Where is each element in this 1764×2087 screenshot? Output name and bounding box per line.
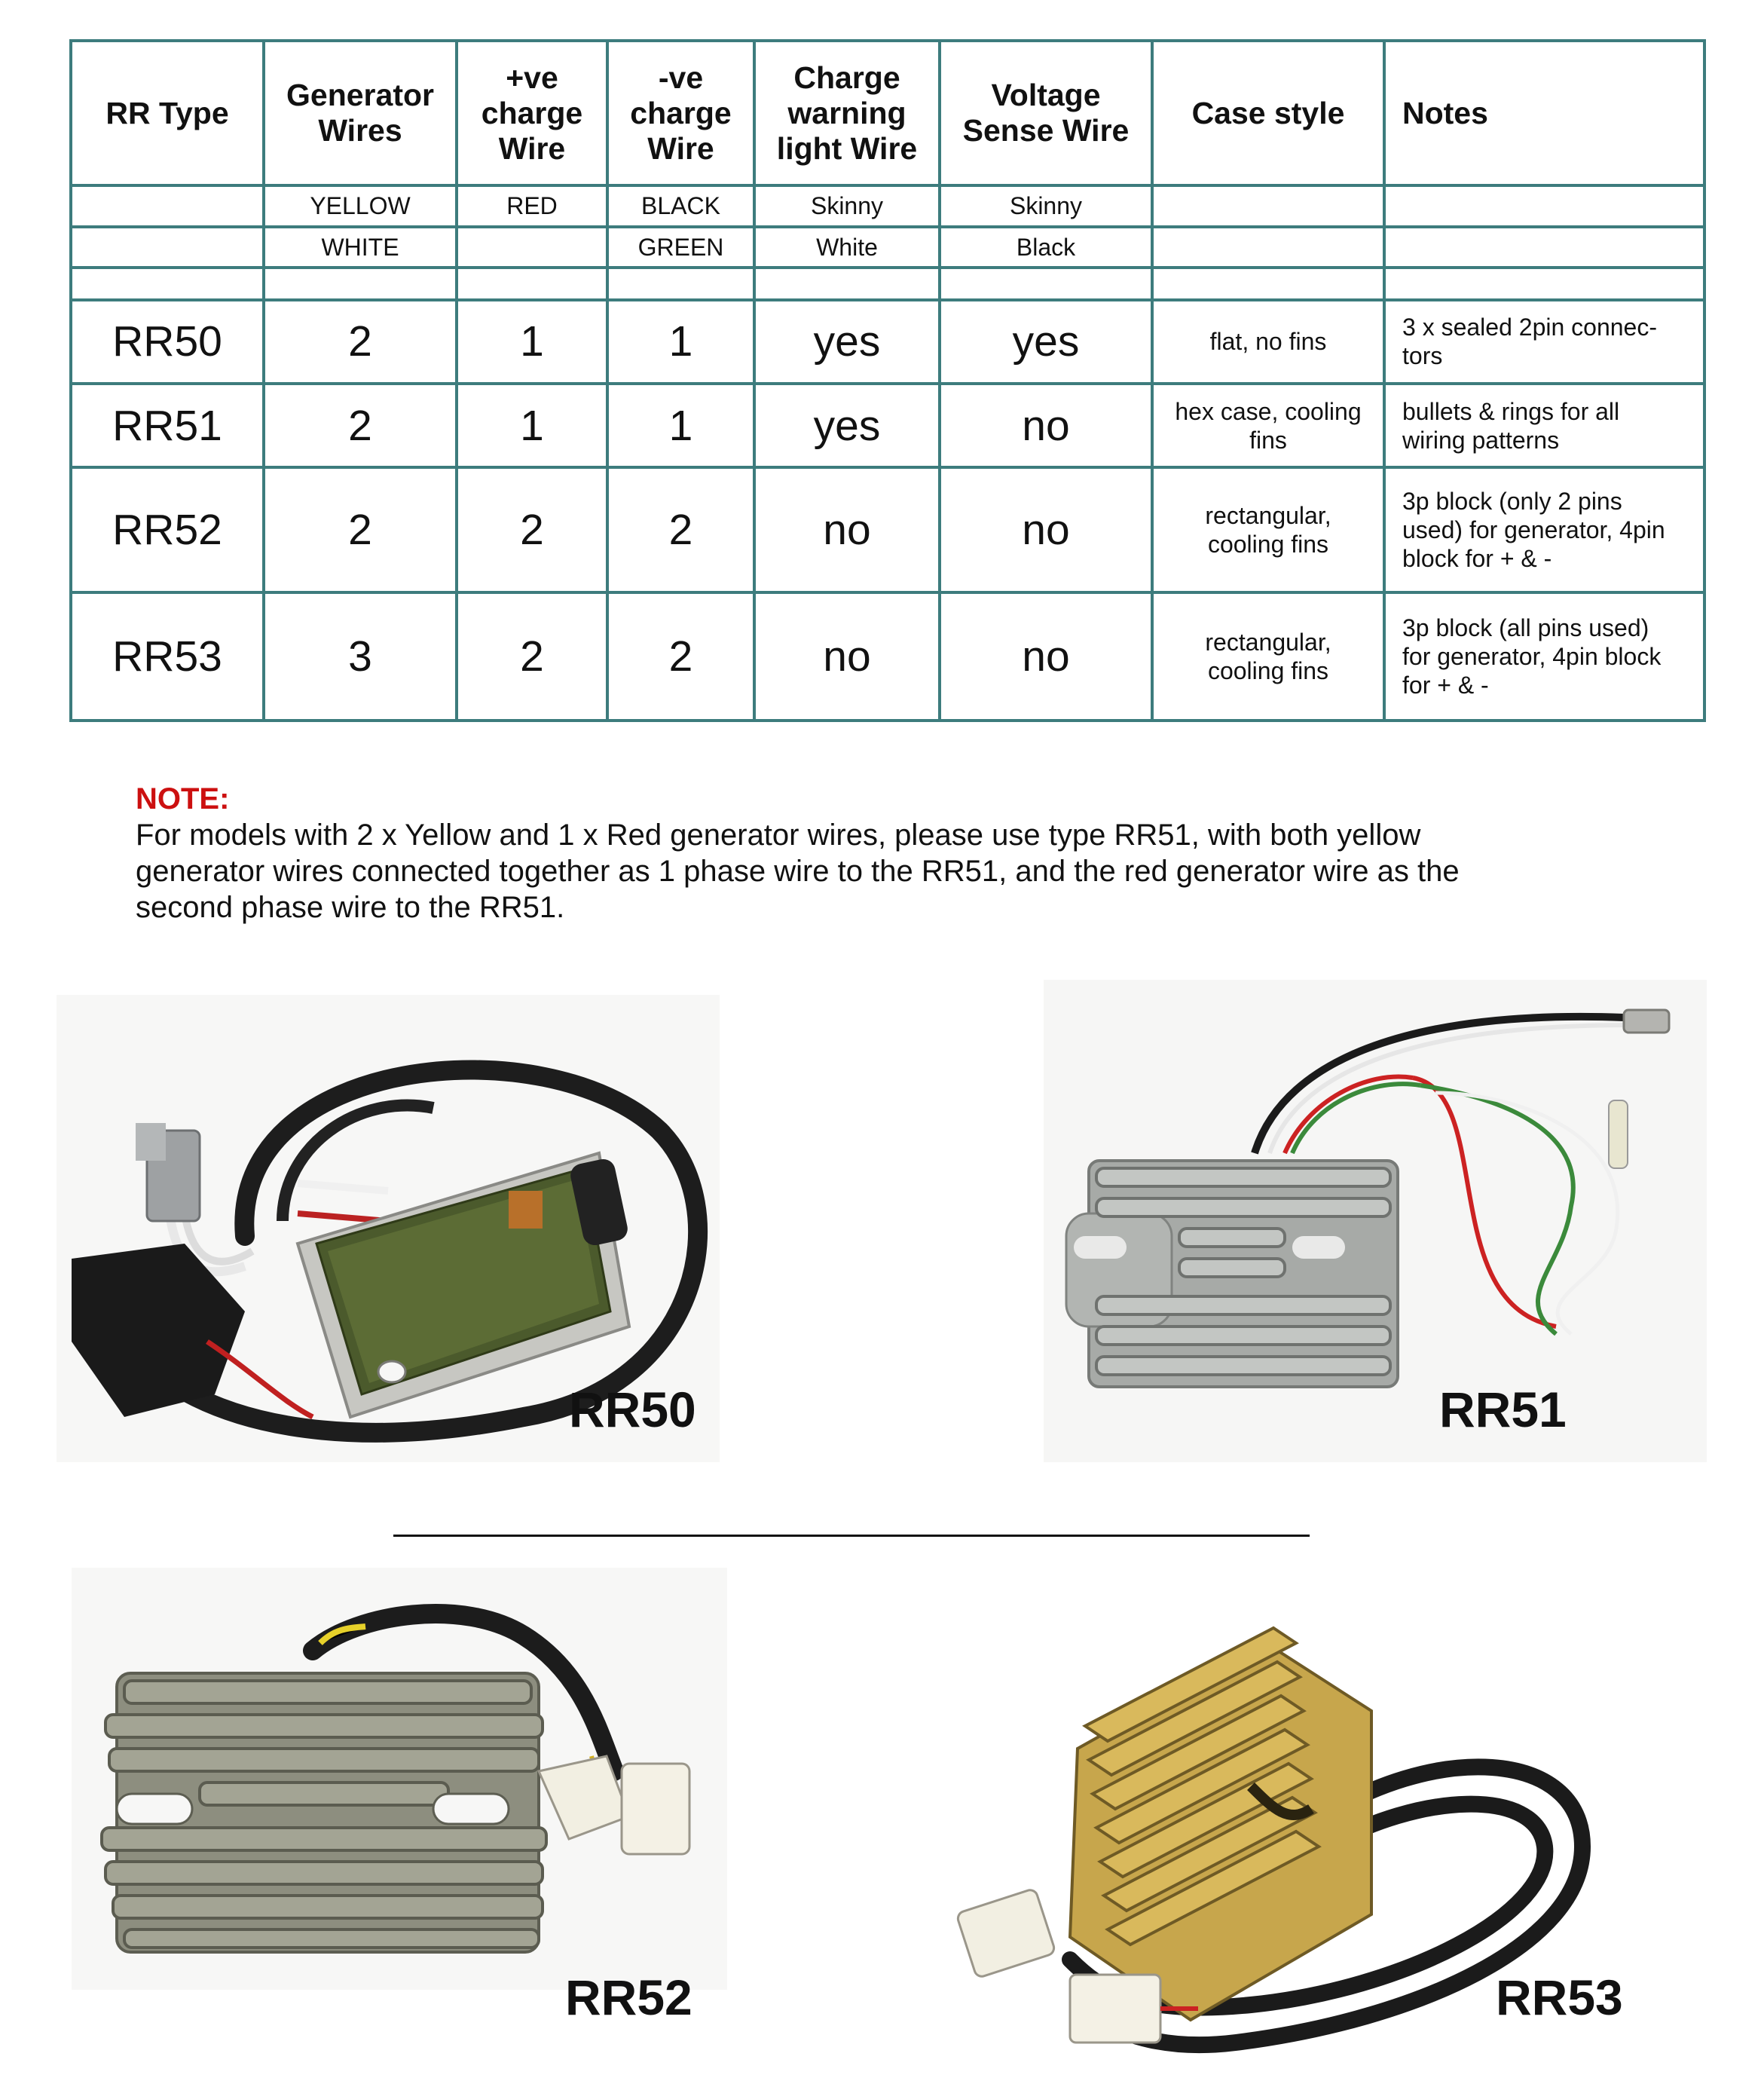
- rr-type-cell: RR52: [71, 467, 264, 592]
- header-negative-charge-wire: -ve charge Wire: [607, 41, 754, 185]
- header-case-style: Case style: [1152, 41, 1384, 185]
- header-charge-warning-light-wire: Charge warning light Wire: [754, 41, 940, 185]
- header-positive-charge-wire: +ve charge Wire: [457, 41, 607, 185]
- color-cell: RED: [457, 185, 607, 227]
- table-row-rr52: [71, 467, 1704, 592]
- generator-wires-cell: 2: [264, 467, 457, 592]
- rr52-caption: RR52: [565, 1969, 692, 2025]
- wire-color-row: [71, 185, 1704, 227]
- note-title: NOTE:: [136, 782, 230, 816]
- color-cell: [1384, 185, 1704, 227]
- positive-wire-cell: 2: [457, 592, 607, 721]
- notes-cell: bullets & rings for all wiring patterns: [1384, 384, 1704, 467]
- table-row-rr50: [71, 300, 1704, 384]
- generator-wires-cell: 2: [264, 300, 457, 384]
- case-style-cell: hex case, cooling fins: [1152, 384, 1384, 467]
- note-line: generator wires connected together as 1 phase wire to the RR51, and the red generator wire as the: [136, 855, 1460, 888]
- regulator-spec-table: [69, 39, 1706, 722]
- wire-color-row: [71, 227, 1704, 268]
- rr52-regulator-image: [72, 1568, 727, 1990]
- spacer-row: [71, 268, 1704, 299]
- table-row-rr53: [71, 592, 1704, 721]
- header-generator-wires: Generator Wires: [264, 41, 457, 185]
- color-cell: [1384, 227, 1704, 268]
- negative-wire-cell: 1: [607, 384, 754, 467]
- case-style-cell: rectangular, cooling fins: [1152, 592, 1384, 721]
- notes-cell: 3p block (only 2 pins used) for generator, 4pin block for + & -: [1384, 467, 1704, 592]
- color-cell: WHITE: [264, 227, 457, 268]
- negative-wire-cell: 1: [607, 300, 754, 384]
- header-rr-type: RR Type: [71, 41, 264, 185]
- rr52-photo: [72, 1568, 727, 2058]
- header-voltage-sense-wire: Voltage Sense Wire: [940, 41, 1152, 185]
- generator-wires-cell: 2: [264, 384, 457, 467]
- voltage-sense-cell: no: [940, 384, 1152, 467]
- rr50-caption: RR50: [569, 1382, 696, 1437]
- rr50-photo: [57, 995, 720, 1462]
- voltage-sense-cell: yes: [940, 300, 1152, 384]
- case-style-cell: rectangular, cooling fins: [1152, 467, 1384, 592]
- notes-cell: 3 x sealed 2pin connec- tors: [1384, 300, 1704, 384]
- section-divider: [393, 1535, 1310, 1537]
- table-row-rr51: [71, 384, 1704, 467]
- positive-wire-cell: 1: [457, 300, 607, 384]
- note-block: [136, 781, 1605, 926]
- warning-light-cell: no: [754, 592, 940, 721]
- color-cell: Skinny: [754, 185, 940, 227]
- color-cell: BLACK: [607, 185, 754, 227]
- positive-wire-cell: 2: [457, 467, 607, 592]
- note-line: second phase wire to the RR51.: [136, 891, 565, 924]
- warning-light-cell: no: [754, 467, 940, 592]
- voltage-sense-cell: no: [940, 467, 1152, 592]
- rr53-photo: [949, 1598, 1710, 2065]
- voltage-sense-cell: no: [940, 592, 1152, 721]
- warning-light-cell: yes: [754, 384, 940, 467]
- color-cell: Black: [940, 227, 1152, 268]
- rr53-caption: RR53: [1496, 1969, 1623, 2025]
- rr51-caption: RR51: [1439, 1382, 1567, 1437]
- table-header-row: [71, 41, 1704, 185]
- header-notes: Notes: [1384, 41, 1704, 185]
- color-cell: [1152, 185, 1384, 227]
- positive-wire-cell: 1: [457, 384, 607, 467]
- negative-wire-cell: 2: [607, 467, 754, 592]
- notes-cell: 3p block (all pins used) for generator, 4pin block for + & -: [1384, 592, 1704, 721]
- case-style-cell: flat, no fins: [1152, 300, 1384, 384]
- negative-wire-cell: 2: [607, 592, 754, 721]
- color-cell: YELLOW: [264, 185, 457, 227]
- generator-wires-cell: 3: [264, 592, 457, 721]
- rr-type-cell: RR53: [71, 592, 264, 721]
- color-cell: [71, 185, 264, 227]
- rr51-regulator-image: [1044, 980, 1707, 1462]
- rr-type-cell: RR50: [71, 300, 264, 384]
- color-cell: [457, 227, 607, 268]
- color-cell: [71, 227, 264, 268]
- warning-light-cell: yes: [754, 300, 940, 384]
- note-line: For models with 2 x Yellow and 1 x Red generator wires, please use type RR51, with both yellow: [136, 819, 1421, 852]
- rr-type-cell: RR51: [71, 384, 264, 467]
- color-cell: White: [754, 227, 940, 268]
- color-cell: [1152, 227, 1384, 268]
- color-cell: GREEN: [607, 227, 754, 268]
- color-cell: Skinny: [940, 185, 1152, 227]
- rr51-photo: [1044, 980, 1707, 1462]
